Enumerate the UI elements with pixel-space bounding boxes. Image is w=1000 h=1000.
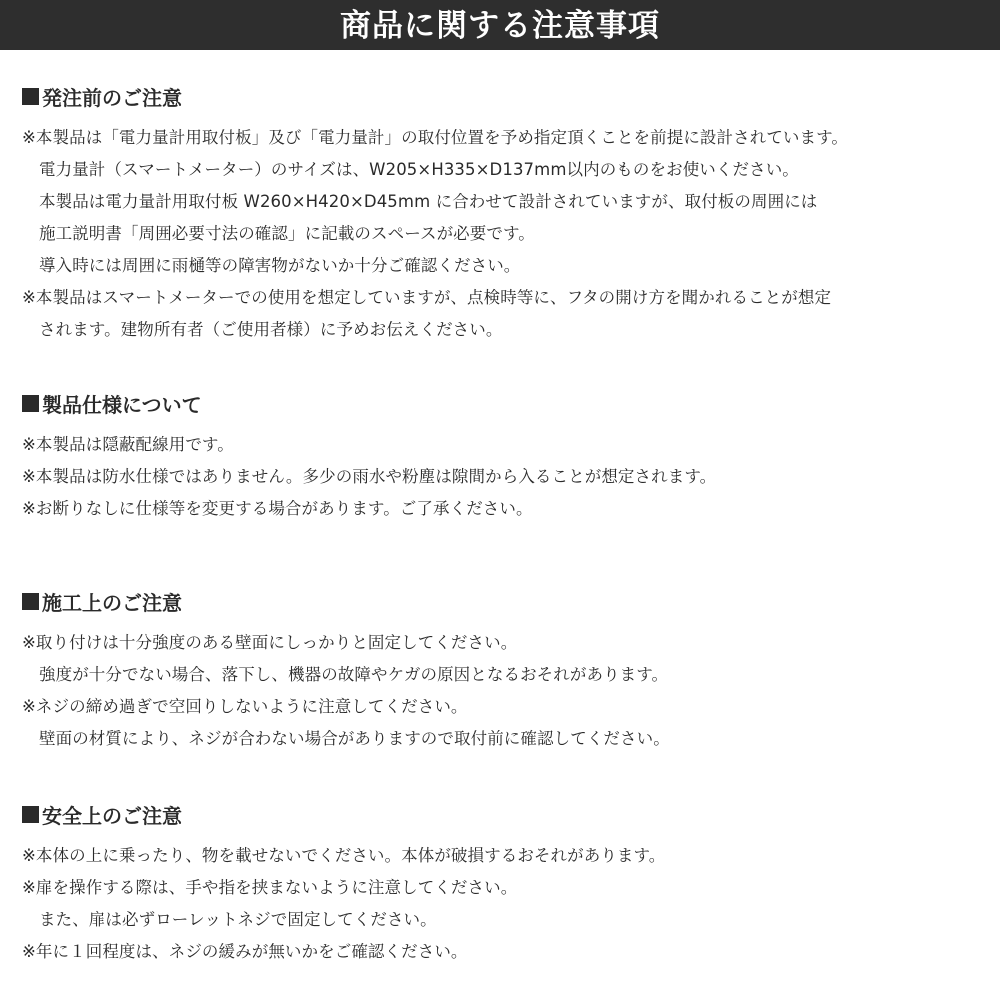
note-line: ※本製品は隠蔽配線用です。 — [22, 435, 234, 454]
note-line: ※本製品は防水仕様ではありません。多少の雨水や粉塵は隙間から入ることが想定されます。 — [22, 467, 717, 486]
note-line: ※年に１回程度は、ネジの緩みが無いかをご確認ください。 — [22, 942, 468, 961]
square-bullet-icon — [22, 88, 39, 105]
page-title: 商品に関する注意事項 — [0, 0, 1000, 50]
section-safety-notes — [22, 798, 992, 968]
note-line: 電力量計（スマートメーター）のサイズは、W205×H335×D137mm以内のものをお使いください。 — [39, 160, 799, 179]
note-line: また、扉は必ずローレットネジで固定してください。 — [39, 910, 437, 929]
note-line: ※お断りなしに仕様等を変更する場合があります。ご了承ください。 — [22, 499, 533, 518]
note-line: 本製品は電力量計用取付板 W260×H420×D45mm に合わせて設計されていますが、取付板の周囲には — [39, 192, 818, 211]
square-bullet-icon — [22, 806, 39, 823]
note-line: されます。建物所有者（ご使用者様）に予めお伝えください。 — [39, 320, 503, 339]
note-line: ※扉を操作する際は、手や指を挟まないように注意してください。 — [22, 878, 518, 897]
note-line: 施工説明書「周囲必要寸法の確認」に記載のスペースが必要です。 — [39, 224, 535, 243]
note-line: ※本体の上に乗ったり、物を載せないでください。本体が破損するおそれがあります。 — [22, 846, 666, 865]
section-heading-text: 安全上のご注意 — [42, 803, 182, 828]
section-heading — [22, 585, 992, 617]
section-order-notes — [22, 80, 992, 346]
section-heading-text: 施工上のご注意 — [42, 590, 182, 615]
note-line: ※本製品は「電力量計用取付板」及び「電力量計」の取付位置を予め指定頂くことを前提に設計されています。 — [22, 128, 849, 147]
section-heading — [22, 80, 992, 112]
section-spec-notes — [22, 387, 992, 525]
section-heading — [22, 798, 992, 830]
square-bullet-icon — [22, 395, 39, 412]
section-heading — [22, 387, 992, 419]
note-line: 強度が十分でない場合、落下し、機器の故障やケガの原因となるおそれがあります。 — [39, 665, 669, 684]
section-heading-text: 製品仕様について — [42, 392, 202, 417]
section-heading-text: 発注前のご注意 — [42, 85, 182, 110]
note-line: ※取り付けは十分強度のある壁面にしっかりと固定してください。 — [22, 633, 518, 652]
note-line: 壁面の材質により、ネジが合わない場合がありますので取付前に確認してください。 — [39, 729, 670, 748]
note-line: ※本製品はスマートメーターでの使用を想定していますが、点検時等に、フタの開け方を聞かれることが想定 — [22, 288, 832, 307]
square-bullet-icon — [22, 593, 39, 610]
note-line: 導入時には周囲に雨樋等の障害物がないか十分ご確認ください。 — [39, 256, 521, 275]
section-install-notes — [22, 585, 992, 755]
note-line: ※ネジの締め過ぎで空回りしないように注意してください。 — [22, 697, 468, 716]
